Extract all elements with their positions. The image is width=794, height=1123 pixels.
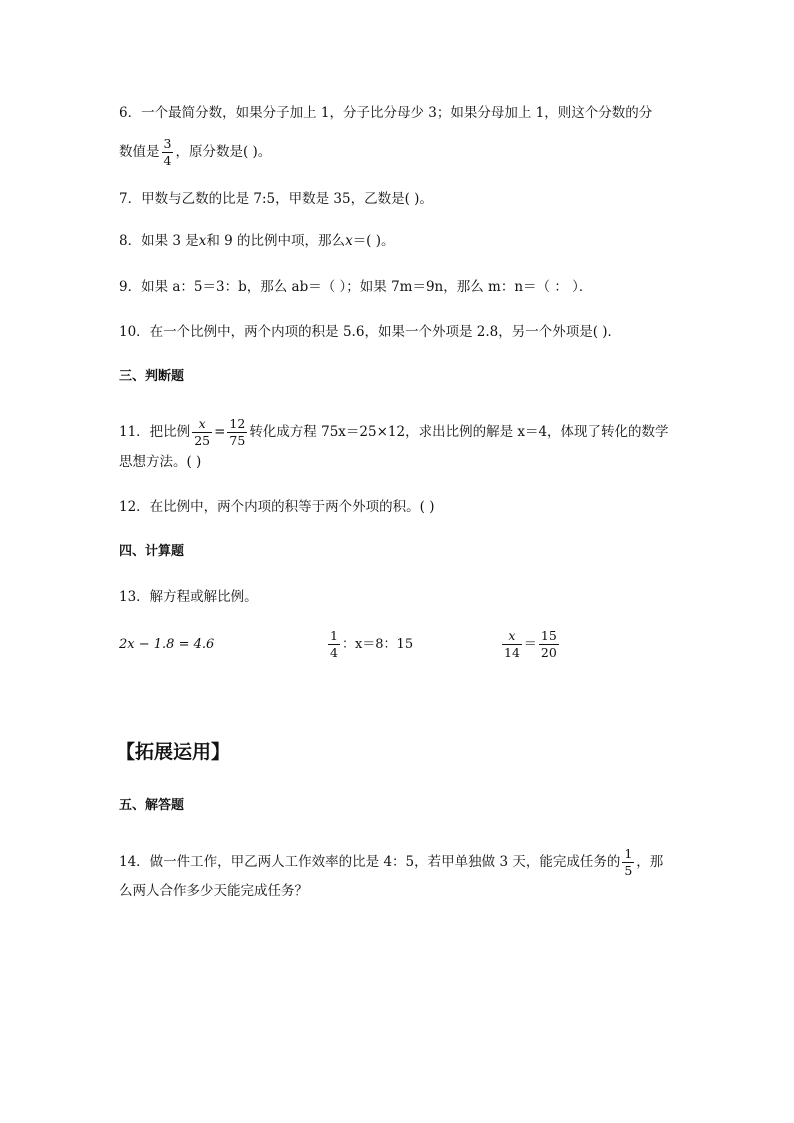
fraction-one-fifth: $\frac{1}{5}$ — [624, 846, 633, 878]
fraction-one-quarter: $\frac{1}{4}$ — [330, 628, 338, 660]
question-10: 10．在一个比例中，两个内项的积是 5.6，如果一个外项是 2.8，另一个外项是( )． — [119, 324, 622, 340]
question-12: 12．在比例中，两个内项的积等于两个外项的积。( ) — [119, 499, 435, 515]
question-7: 7．甲数与乙数的比是 7:5，甲数是 35，乙数是( )。 — [119, 191, 433, 207]
question-11-line-2: 思想方法。( ) — [119, 454, 202, 470]
fraction-15-over-20: $\frac{15}{20}$ — [540, 628, 557, 660]
section-heading-extension: 【拓展运用】 — [116, 741, 231, 763]
question-6-line-1: 6．一个最简分数，如果分子加上 1，分子比分母少 3；如果分母加上 1，则这个分数的分 — [119, 105, 653, 121]
fraction-x-over-25: $\frac{x}{25}$ — [194, 416, 211, 448]
fraction-12-over-75: $\frac{12}{75}$ — [229, 416, 246, 448]
equation-2: $\frac{1}{4}$ ：x＝8：15 — [330, 628, 414, 660]
question-6-line-2: 数值是 $\frac{3}{4}$ ，原分数是( )。 — [119, 136, 272, 168]
section-heading-calculation: 四、计算题 — [119, 544, 185, 559]
question-11-line-1: 11．把比例 $\frac{x}{25}$ = $\frac{12}{75}$ 转化成方程 75x＝25×12，求出比例的解是 x＝4，体现了转化的数学 — [119, 416, 669, 448]
section-heading-answer: 五、解答题 — [119, 798, 185, 813]
question-14-line-2: 么两人合作多少天能完成任务？ — [119, 883, 308, 899]
equation-3: $\frac{x}{14}$ ＝ $\frac{15}{20}$ — [504, 628, 557, 660]
question-8: 8．如果 3 是x和 9 的比例中项，那么x＝( )。 — [119, 233, 395, 249]
fraction-three-quarters: $\frac{3}{4}$ — [163, 136, 172, 168]
question-9: 9．如果 a：5＝3：b，那么 ab＝（ ）；如果 7m＝9n，那么 m：n＝（ ： ）． — [119, 279, 593, 295]
question-14-line-1: 14．做一件工作，甲乙两人工作效率的比是 4：5，若甲单独做 3 天，能完成任务的 $\frac{1}{5}$ ，那 — [119, 846, 664, 878]
equation-1: 2x − 1.8 = 4.6 — [119, 637, 215, 652]
question-13: 13．解方程或解比例。 — [119, 589, 258, 605]
section-heading-judgment: 三、判断题 — [119, 369, 185, 384]
fraction-x-over-14: $\frac{x}{14}$ — [504, 628, 520, 660]
